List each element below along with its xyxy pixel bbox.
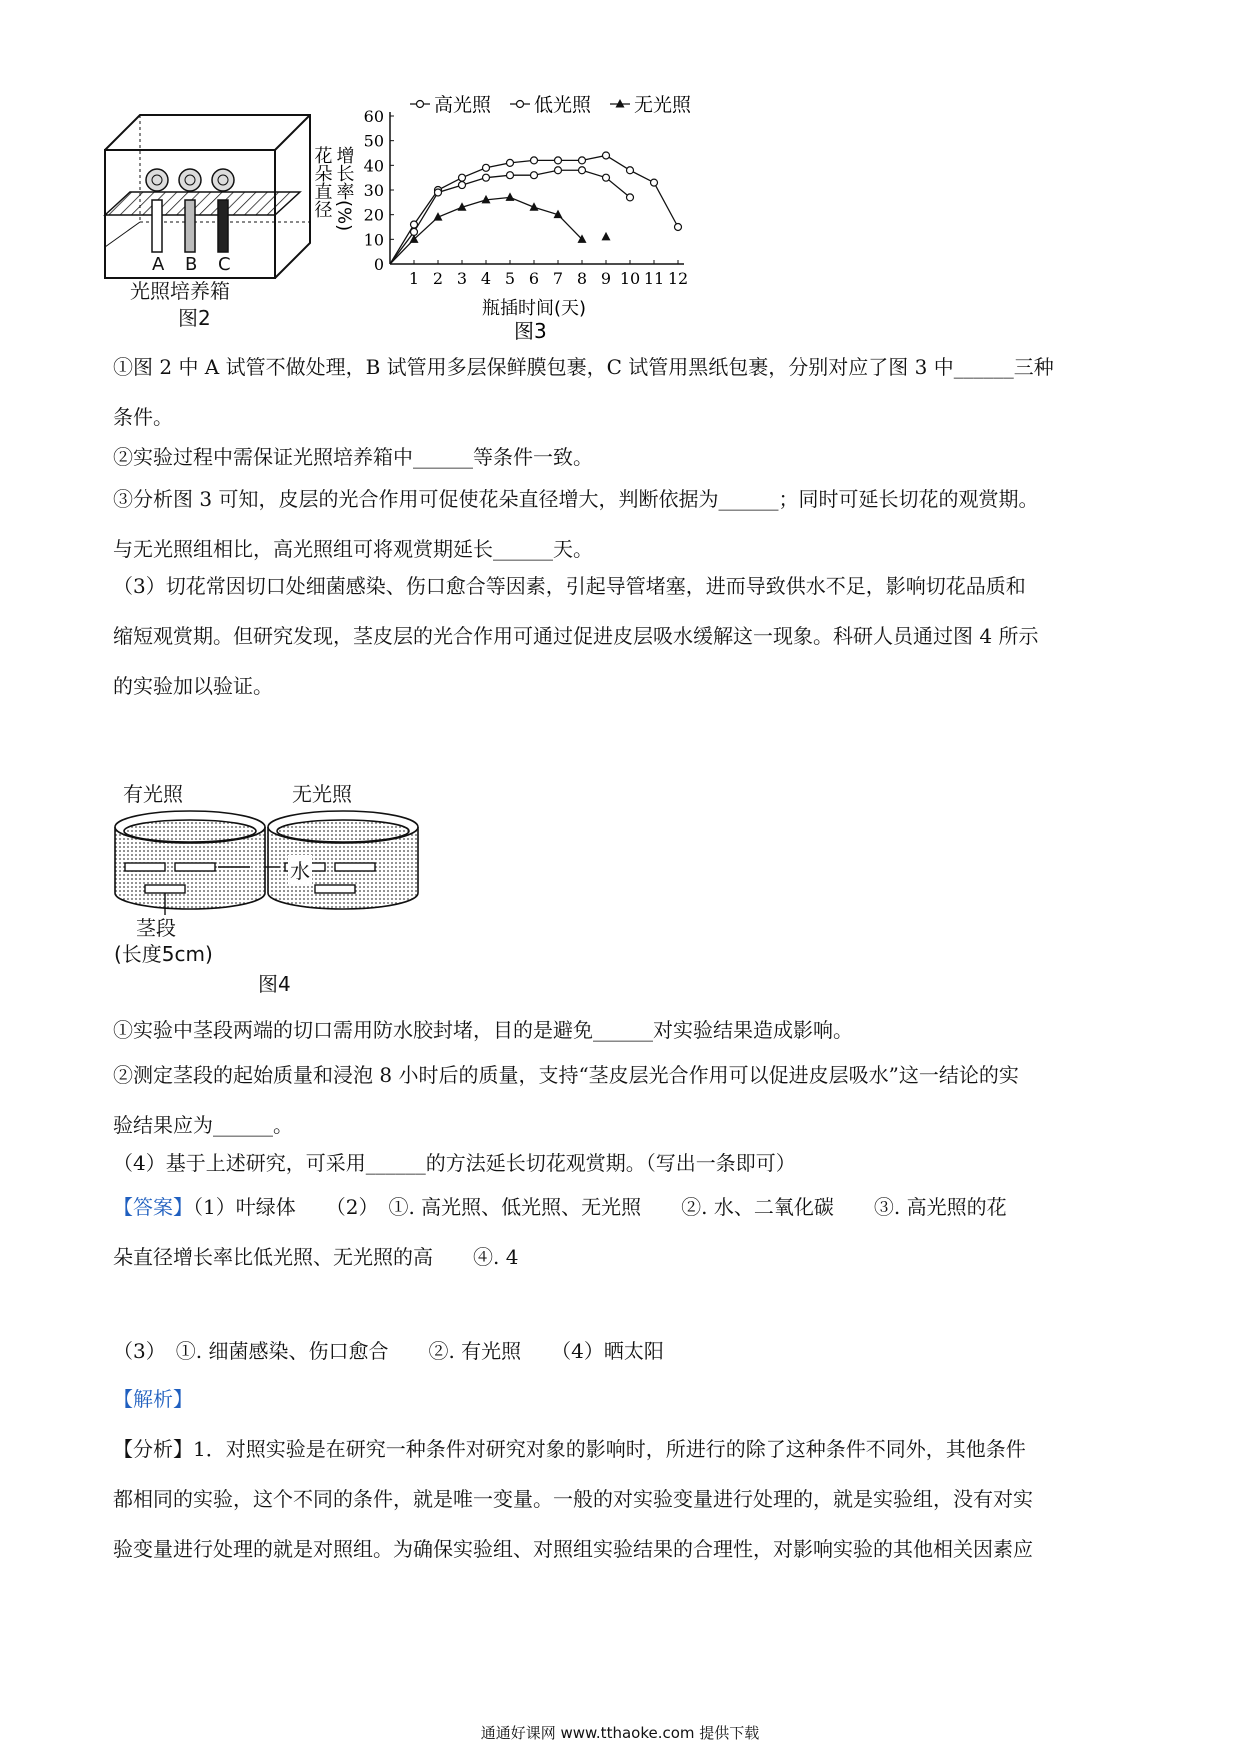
data-point (483, 174, 490, 181)
x-tick-label: 9 (600, 269, 612, 288)
figure2-name: 光照培养箱 (130, 279, 230, 303)
data-point (675, 224, 682, 231)
figure4-label-dark: 无光照 (292, 782, 352, 806)
data-point (603, 174, 610, 181)
series-3 (390, 192, 611, 264)
q3-sub2 (113, 1050, 1133, 1150)
y-tick-label: 10 (363, 230, 384, 250)
y-tick-label: 30 (363, 181, 384, 200)
figure4-label-water: 水 (288, 855, 312, 884)
x-tick-label: 7 (552, 269, 564, 288)
series-line (390, 197, 582, 264)
x-tick-label: 3 (456, 269, 468, 288)
series-2 (390, 167, 634, 264)
y-tick-label: 20 (363, 205, 384, 225)
q4-line: （4）基于上述研究，可采用______的方法延长切花观赏期。（写出一条即可） (113, 1151, 796, 1175)
data-point (627, 194, 634, 201)
data-point (627, 167, 634, 174)
legend-label: 无光照 (634, 94, 692, 116)
data-point (507, 172, 514, 179)
data-point (555, 167, 562, 174)
x-tick-label: 10 (619, 269, 641, 288)
q3-sub2-line2: 验结果应为______。 (113, 1113, 293, 1137)
tube-label-b: B (185, 254, 198, 275)
answer-block (113, 1182, 1133, 1282)
data-point (603, 152, 610, 159)
answer-tag: 【答案】 (113, 1195, 193, 1219)
q2-sub1-line2: 条件。 (113, 405, 173, 429)
tube-label-c: C (218, 254, 231, 275)
q3-sub2-line1: ②测定茎段的起始质量和浸泡 8 小时后的质量，支持“茎皮层光合作用可以促进皮层吸水”这一结论的实 (113, 1063, 1019, 1087)
analysis-line3: 验变量进行处理的就是对照组。为确保实验组、对照组实验结果的合理性，对影响实验的其他相关因素应 (113, 1537, 1033, 1561)
figure3-line-chart (310, 88, 730, 350)
q2-sub3-line1: ③分析图 3 可知，皮层的光合作用可促使花朵直径增大，判断依据为______；同时可延长切花的观赏期。 (113, 487, 1039, 511)
q3-intro-line2: 缩短观赏期。但研究发现，茎皮层的光合作用可通过促进皮层吸水缓解这一现象。科研人员通过图 4 所示 (113, 624, 1039, 648)
analysis-block (113, 1374, 1133, 1574)
x-tick-label: 5 (504, 269, 516, 288)
q2-sub3 (113, 474, 1133, 574)
data-point (506, 192, 515, 201)
series-line (390, 170, 630, 264)
figure2-caption: 图2 (178, 306, 211, 330)
figure4-label-stem: 茎段 (136, 916, 176, 940)
analysis-line2: 都相同的实验，这个不同的条件，就是唯一变量。一般的对实验变量进行处理的，就是实验组，没有对实 (113, 1487, 1033, 1511)
answer-line2: 朵直径增长率比低光照、无光照的高 ④. 4 (113, 1245, 519, 1269)
data-point (459, 182, 466, 189)
data-point (483, 164, 490, 171)
data-point (459, 174, 466, 181)
q3-intro-line1: （3）切花常因切口处细菌感染、伤口愈合等因素，引起导管堵塞，进而导致供水不足，影响切花品质和 (113, 574, 1026, 598)
x-tick-label: 6 (528, 269, 540, 288)
analysis-tag: 【解析】 (113, 1387, 193, 1411)
q2-sub2-line: ②实验过程中需保证光照培养箱中______等条件一致。 (113, 445, 593, 469)
data-point (517, 101, 524, 108)
data-point (579, 167, 586, 174)
figure4-dishes (110, 805, 420, 925)
data-point (417, 101, 424, 108)
x-tick-label: 12 (667, 269, 689, 288)
x-axis-label: 瓶插时间(天) (482, 298, 587, 319)
y-tick-label: 60 (363, 107, 384, 126)
q3-intro (113, 561, 1133, 711)
x-tick-label: 1 (408, 269, 420, 288)
q4 (113, 1138, 1133, 1188)
data-point (531, 157, 538, 164)
analysis-line1: 【分析】1．对照实验是在研究一种条件对研究对象的影响时，所进行的除了这种条件不同外，其他条件 (113, 1437, 1026, 1461)
figure4-label-length: (长度5cm) (114, 942, 213, 966)
q3-sub1-line: ①实验中茎段两端的切口需用防水胶封堵，目的是避免______对实验结果造成影响。 (113, 1018, 853, 1042)
x-tick-label: 8 (576, 269, 588, 288)
figure4-label-light: 有光照 (123, 782, 183, 806)
data-point (616, 99, 625, 108)
data-point (507, 159, 514, 166)
x-tick-label: 2 (432, 269, 444, 288)
x-tick-label: 4 (480, 269, 492, 288)
page-footer: 通通好课网 www.tthaoke.com 提供下载 (480, 1724, 760, 1742)
data-point (602, 232, 611, 241)
figure3-caption: 图3 (514, 319, 547, 343)
y-tick-label: 40 (363, 156, 384, 176)
data-point (531, 172, 538, 179)
data-point (579, 157, 586, 164)
answer-line3-block (113, 1326, 1133, 1376)
data-point (555, 157, 562, 164)
tube-label-a: A (152, 254, 165, 275)
data-point (435, 189, 442, 196)
q2-sub1-line1: ①图 2 中 A 试管不做处理，B 试管用多层保鲜膜包裹，C 试管用黑纸包裹，分别对应了图 3 中______三种 (113, 355, 1054, 379)
answer-line1: （1）叶绿体 （2） ①. 高光照、低光照、无光照 ②. 水、二氧化碳 ③. 高光照的花 (193, 1195, 1007, 1219)
y-tick-label: 0 (373, 255, 384, 274)
answer-line3: （3） ①. 细菌感染、伤口愈合 ②. 有光照 （4）晒太阳 (113, 1339, 664, 1363)
legend-label: 低光照 (534, 94, 592, 116)
q2-sub3-line2: 与无光照组相比，高光照组可将观赏期延长______天。 (113, 537, 593, 561)
y-axis-label-line1: 花朵直径 (311, 146, 333, 218)
y-tick-label: 50 (363, 131, 384, 151)
figure4-caption: 图4 (258, 972, 291, 996)
legend-label: 高光照 (434, 94, 492, 116)
q3-sub1 (113, 1005, 1133, 1055)
data-point (651, 179, 658, 186)
x-tick-label: 11 (643, 269, 665, 288)
q2-sub1 (113, 342, 1133, 442)
q3-intro-line3: 的实验加以验证。 (113, 674, 273, 698)
y-axis-label-line2: 增长率(%) (333, 146, 355, 232)
